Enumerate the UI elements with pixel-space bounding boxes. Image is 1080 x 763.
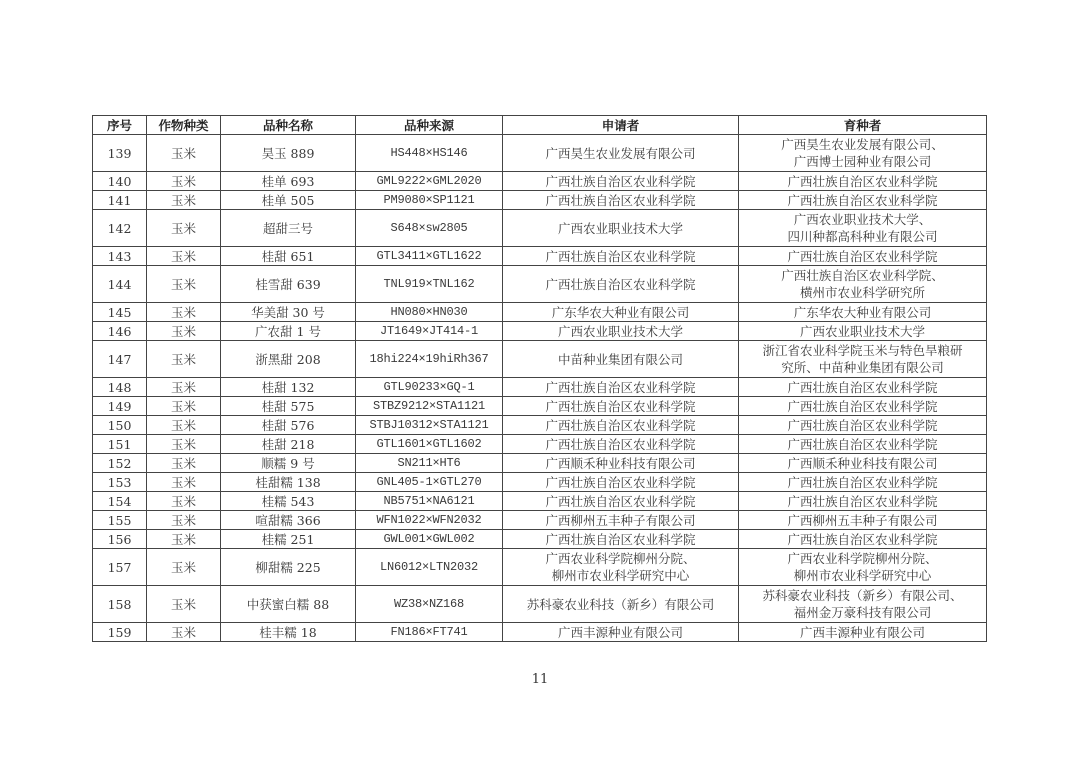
applicant-line: 柳州市农业科学研究中心 (551, 568, 690, 583)
cell-breeder (739, 623, 987, 642)
cell-variety-source: PM9080×SP1121 (356, 191, 503, 210)
cell-variety-name: 柳甜糯 225 (221, 549, 356, 586)
cell-variety-source: S648×sw2805 (356, 210, 503, 247)
applicant-line: 广西壮族自治区农业科学院 (545, 531, 696, 547)
cell-serial-number: 151 (93, 435, 147, 454)
cell-variety-name: 超甜三号 (221, 210, 356, 247)
cell-applicant (503, 135, 739, 172)
breeder-line: 广西壮族自治区农业科学院 (787, 531, 938, 547)
breeder-line: 广西顺禾种业科技有限公司 (787, 455, 938, 471)
cell-variety-name: 浙黑甜 208 (221, 341, 356, 378)
table-row (93, 191, 987, 210)
table-row (93, 341, 987, 378)
breeder-line: 广西壮族自治区农业科学院 (787, 379, 938, 395)
cell-variety-name: 喧甜糯 366 (221, 511, 356, 530)
breeder-line: 广西壮族自治区农业科学院 (787, 248, 938, 264)
breeder-line: 广西农业职业技术大学 (799, 323, 925, 339)
table-row (93, 586, 987, 623)
cell-variety-source: WFN1022×WFN2032 (356, 511, 503, 530)
cell-variety-name: 桂雪甜 639 (221, 266, 356, 303)
cell-crop-type: 玉米 (147, 454, 221, 473)
table-row (93, 378, 987, 397)
applicant-line: 广西壮族自治区农业科学院 (545, 436, 696, 452)
table-body (93, 135, 987, 642)
cell-serial-number: 154 (93, 492, 147, 511)
cell-variety-name: 昊玉 889 (221, 135, 356, 172)
applicant-line: 广西壮族自治区农业科学院 (545, 276, 696, 292)
cell-variety-source: SN211×HT6 (356, 454, 503, 473)
applicant-line: 广西柳州五丰种子有限公司 (545, 512, 696, 528)
cell-breeder (739, 397, 987, 416)
cell-breeder (739, 303, 987, 322)
cell-crop-type: 玉米 (147, 416, 221, 435)
applicant-line: 广东华农大种业有限公司 (551, 304, 690, 320)
table-row (93, 623, 987, 642)
cell-variety-name: 桂甜 132 (221, 378, 356, 397)
breeder-line: 广西农业科学院柳州分院、 (787, 551, 938, 566)
cell-serial-number: 145 (93, 303, 147, 322)
cell-breeder (739, 511, 987, 530)
breeder-line: 究所、中苗种业集团有限公司 (781, 360, 944, 375)
cell-serial-number: 142 (93, 210, 147, 247)
cell-breeder (739, 322, 987, 341)
cell-breeder (739, 191, 987, 210)
cell-crop-type: 玉米 (147, 623, 221, 642)
table-row (93, 435, 987, 454)
page-number: 11 (531, 672, 549, 687)
cell-variety-source: GTL3411×GTL1622 (356, 247, 503, 266)
cell-crop-type: 玉米 (147, 530, 221, 549)
cell-serial-number: 140 (93, 172, 147, 191)
cell-applicant (503, 473, 739, 492)
cell-crop-type: 玉米 (147, 378, 221, 397)
cell-applicant (503, 172, 739, 191)
applicant-line: 广西农业职业技术大学 (557, 220, 683, 236)
breeder-line: 广西丰源种业有限公司 (799, 624, 925, 640)
cell-applicant (503, 247, 739, 266)
cell-variety-source: NB5751×NA6121 (356, 492, 503, 511)
cell-serial-number: 157 (93, 549, 147, 586)
cell-breeder (739, 549, 987, 586)
cell-crop-type: 玉米 (147, 303, 221, 322)
breeder-line: 广西壮族自治区农业科学院 (787, 192, 938, 208)
cell-applicant (503, 416, 739, 435)
table-header-row (93, 116, 987, 135)
cell-variety-name: 华美甜 30 号 (221, 303, 356, 322)
cell-variety-source: JT1649×JT414-1 (356, 322, 503, 341)
breeder-line: 苏科豪农业科技（新乡）有限公司、 (762, 588, 963, 603)
applicant-line: 广西农业科学院柳州分院、 (545, 551, 696, 566)
cell-variety-source: LN6012×LTN2032 (356, 549, 503, 586)
breeder-line: 广西柳州五丰种子有限公司 (787, 512, 938, 528)
cell-applicant (503, 530, 739, 549)
header-serial-number: 序号 (93, 116, 147, 135)
table-row (93, 266, 987, 303)
cell-applicant (503, 303, 739, 322)
variety-registration-table (92, 115, 987, 642)
cell-serial-number: 147 (93, 341, 147, 378)
cell-breeder (739, 341, 987, 378)
table-row (93, 549, 987, 586)
breeder-line: 福州金万豪科技有限公司 (793, 605, 932, 620)
table-row (93, 135, 987, 172)
cell-variety-name: 桂甜 576 (221, 416, 356, 435)
cell-serial-number: 152 (93, 454, 147, 473)
cell-variety-source: HS448×HS146 (356, 135, 503, 172)
cell-variety-name: 桂单 505 (221, 191, 356, 210)
table-row (93, 303, 987, 322)
cell-breeder (739, 135, 987, 172)
cell-applicant (503, 266, 739, 303)
breeder-line: 广西壮族自治区农业科学院 (787, 417, 938, 433)
cell-variety-source: STBJ10312×STA1121 (356, 416, 503, 435)
cell-applicant (503, 492, 739, 511)
breeder-line: 横州市农业科学研究所 (799, 285, 925, 300)
table-row (93, 322, 987, 341)
table-row (93, 511, 987, 530)
applicant-line: 广西壮族自治区农业科学院 (545, 417, 696, 433)
cell-serial-number: 150 (93, 416, 147, 435)
cell-crop-type: 玉米 (147, 210, 221, 247)
cell-variety-name: 桂糯 251 (221, 530, 356, 549)
cell-serial-number: 156 (93, 530, 147, 549)
cell-variety-source: GML9222×GML2020 (356, 172, 503, 191)
cell-variety-source: TNL919×TNL162 (356, 266, 503, 303)
cell-crop-type: 玉米 (147, 492, 221, 511)
cell-applicant (503, 454, 739, 473)
cell-variety-name: 桂丰糯 18 (221, 623, 356, 642)
cell-applicant (503, 210, 739, 247)
breeder-line: 广西壮族自治区农业科学院 (787, 474, 938, 490)
cell-crop-type: 玉米 (147, 549, 221, 586)
cell-variety-name: 桂甜 575 (221, 397, 356, 416)
applicant-line: 中苗种业集团有限公司 (557, 351, 683, 367)
applicant-line: 广西壮族自治区农业科学院 (545, 398, 696, 414)
cell-variety-source: STBZ9212×STA1121 (356, 397, 503, 416)
cell-variety-source: GTL90233×GQ-1 (356, 378, 503, 397)
cell-crop-type: 玉米 (147, 473, 221, 492)
cell-variety-name: 桂甜糯 138 (221, 473, 356, 492)
applicant-line: 广西壮族自治区农业科学院 (545, 248, 696, 264)
header-variety-name: 品种名称 (221, 116, 356, 135)
cell-crop-type: 玉米 (147, 341, 221, 378)
cell-applicant (503, 586, 739, 623)
cell-breeder (739, 530, 987, 549)
cell-crop-type: 玉米 (147, 247, 221, 266)
cell-applicant (503, 549, 739, 586)
cell-serial-number: 158 (93, 586, 147, 623)
table-row (93, 530, 987, 549)
cell-variety-source: HN080×HN030 (356, 303, 503, 322)
cell-applicant (503, 378, 739, 397)
cell-applicant (503, 435, 739, 454)
applicant-line: 广西壮族自治区农业科学院 (545, 379, 696, 395)
cell-serial-number: 139 (93, 135, 147, 172)
cell-breeder (739, 378, 987, 397)
breeder-line: 广西壮族自治区农业科学院 (787, 398, 938, 414)
applicant-line: 广西壮族自治区农业科学院 (545, 192, 696, 208)
cell-variety-source: 18hi224×19hiRh367 (356, 341, 503, 378)
table-row (93, 172, 987, 191)
applicant-line: 广西丰源种业有限公司 (557, 624, 683, 640)
applicant-line: 广西顺禾种业科技有限公司 (545, 455, 696, 471)
breeder-line: 柳州市农业科学研究中心 (793, 568, 932, 583)
cell-variety-name: 中获蜜白糯 88 (221, 586, 356, 623)
cell-serial-number: 143 (93, 247, 147, 266)
cell-breeder (739, 586, 987, 623)
cell-crop-type: 玉米 (147, 135, 221, 172)
cell-crop-type: 玉米 (147, 511, 221, 530)
applicant-line: 广西壮族自治区农业科学院 (545, 173, 696, 189)
cell-applicant (503, 191, 739, 210)
cell-variety-name: 桂甜 218 (221, 435, 356, 454)
cell-variety-name: 顺糯 9 号 (221, 454, 356, 473)
cell-breeder (739, 416, 987, 435)
cell-crop-type: 玉米 (147, 586, 221, 623)
table-row (93, 210, 987, 247)
table-row (93, 492, 987, 511)
cell-serial-number: 146 (93, 322, 147, 341)
cell-breeder (739, 492, 987, 511)
cell-serial-number: 155 (93, 511, 147, 530)
applicant-line: 广西昊生农业发展有限公司 (545, 145, 696, 161)
breeder-line: 广东华农大种业有限公司 (793, 304, 932, 320)
breeder-line: 广西博士园种业有限公司 (793, 154, 932, 169)
cell-breeder (739, 454, 987, 473)
table-row (93, 397, 987, 416)
cell-variety-name: 广农甜 1 号 (221, 322, 356, 341)
cell-variety-source: WZ38×NZ168 (356, 586, 503, 623)
cell-variety-source: FN186×FT741 (356, 623, 503, 642)
cell-variety-name: 桂单 693 (221, 172, 356, 191)
cell-serial-number: 153 (93, 473, 147, 492)
breeder-line: 广西壮族自治区农业科学院、 (781, 268, 944, 283)
cell-crop-type: 玉米 (147, 397, 221, 416)
cell-variety-name: 桂甜 651 (221, 247, 356, 266)
cell-variety-source: GTL1601×GTL1602 (356, 435, 503, 454)
applicant-line: 广西农业职业技术大学 (557, 323, 683, 339)
breeder-line: 广西壮族自治区农业科学院 (787, 436, 938, 452)
table-row (93, 473, 987, 492)
cell-applicant (503, 322, 739, 341)
applicant-line: 广西壮族自治区农业科学院 (545, 474, 696, 490)
cell-breeder (739, 473, 987, 492)
header-applicant: 申请者 (503, 116, 739, 135)
breeder-line: 广西农业职业技术大学、 (793, 212, 932, 227)
cell-breeder (739, 266, 987, 303)
cell-crop-type: 玉米 (147, 435, 221, 454)
cell-applicant (503, 341, 739, 378)
cell-serial-number: 141 (93, 191, 147, 210)
cell-serial-number: 159 (93, 623, 147, 642)
header-crop-type: 作物种类 (147, 116, 221, 135)
breeder-line: 广西昊生农业发展有限公司、 (781, 137, 944, 152)
cell-crop-type: 玉米 (147, 172, 221, 191)
breeder-line: 四川种都高科种业有限公司 (787, 229, 938, 244)
cell-applicant (503, 397, 739, 416)
cell-serial-number: 148 (93, 378, 147, 397)
header-variety-source: 品种来源 (356, 116, 503, 135)
cell-crop-type: 玉米 (147, 322, 221, 341)
breeder-line: 浙江省农业科学院玉米与特色旱粮研 (762, 343, 963, 358)
header-breeder: 育种者 (739, 116, 987, 135)
table-row (93, 416, 987, 435)
cell-breeder (739, 210, 987, 247)
cell-variety-source: GNL405-1×GTL270 (356, 473, 503, 492)
cell-serial-number: 144 (93, 266, 147, 303)
cell-applicant (503, 623, 739, 642)
cell-breeder (739, 247, 987, 266)
applicant-line: 广西壮族自治区农业科学院 (545, 493, 696, 509)
cell-crop-type: 玉米 (147, 266, 221, 303)
breeder-line: 广西壮族自治区农业科学院 (787, 173, 938, 189)
table-row (93, 247, 987, 266)
cell-breeder (739, 172, 987, 191)
cell-crop-type: 玉米 (147, 191, 221, 210)
cell-serial-number: 149 (93, 397, 147, 416)
cell-variety-source: GWL001×GWL002 (356, 530, 503, 549)
breeder-line: 广西壮族自治区农业科学院 (787, 493, 938, 509)
cell-variety-name: 桂糯 543 (221, 492, 356, 511)
table-row (93, 454, 987, 473)
cell-breeder (739, 435, 987, 454)
cell-applicant (503, 511, 739, 530)
applicant-line: 苏科豪农业科技（新乡）有限公司 (526, 596, 715, 612)
